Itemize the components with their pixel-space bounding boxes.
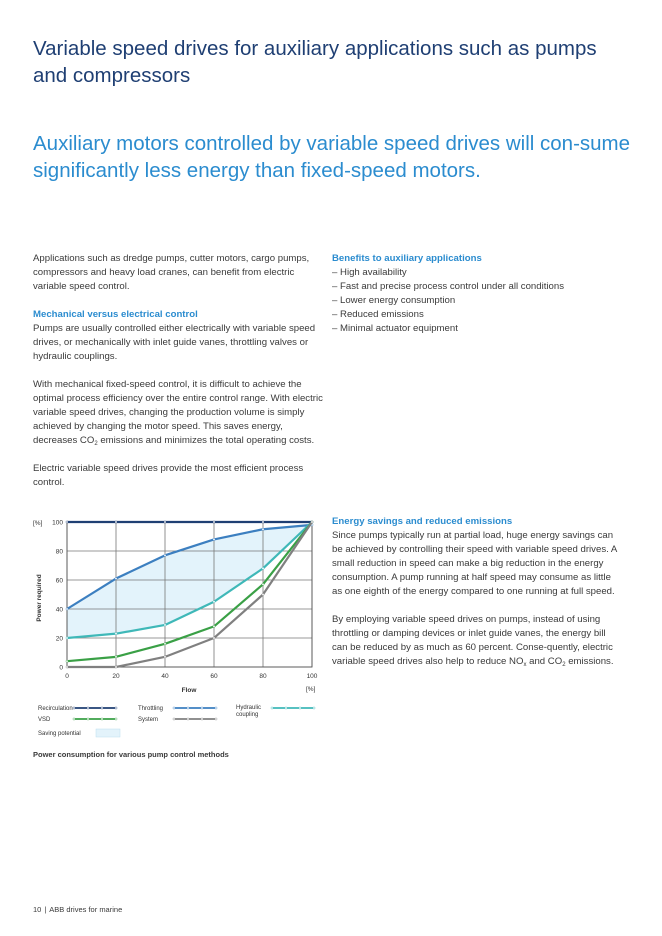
data-point-recirculation [262,521,264,523]
page-title: Variable speed drives for auxiliary applications such as pumps and compressors [33,37,597,87]
legend-marker-vsd [87,718,89,720]
savings-section [332,515,618,683]
y-tick-label: 60 [55,577,63,585]
data-point-vsd [213,625,215,627]
data-point-recirculation [115,521,117,523]
y-tick-label: 40 [55,606,63,614]
savings-paragraph-2: By employing variable speed drives on pumps, instead of using throttling or damping devices or inlet guide vanes, the energy bill can be reduced by as much as 60 percent. Conse-quently, electric variable speed drives also help to reduce $NO_x$ and $CO_2$ emissions. [332,614,614,668]
data-point-hydraulic-coupling [213,601,215,603]
mechanical-paragraph-3: Electric variable speed drives provide the most efficient process control. [33,463,304,488]
legend-marker-vsd [73,718,75,720]
y-tick-label: 100 [52,519,63,527]
data-point-recirculation [66,521,68,523]
legend-marker-recirculation [115,707,117,709]
x-tick-label: 100 [306,673,318,680]
data-point-system [115,666,117,668]
lead-statement: Auxiliary motors controlled by variable speed drives will con-sume significantly less energy than fixed-speed motors. [33,132,631,182]
mechanical-heading: Mechanical versus electrical control [33,309,198,320]
legend-marker-throttling [187,707,189,709]
legend-marker-system [201,718,203,720]
benefit-item: – Fast and precise process control under all conditions [332,280,628,294]
legend-marker-vsd [115,718,117,720]
publication-name: ABB drives for marine [49,905,123,914]
data-point-vsd [262,583,264,585]
benefit-item: – Reduced emissions [332,308,628,322]
benefits-list [332,266,628,336]
legend-label-throttling: Throttling [138,706,164,712]
savings-paragraph-1: Since pumps typically run at partial load, huge energy savings can be achieved by controlling their speed with variable speed drives. A small reduction in speed can make a big reduction in the energy consumption. A pump running at half speed may consume as little as one eighth of the energy compared to one running at full speed. [332,530,617,597]
intro-paragraph: Applications such as dredge pumps, cutter motors, cargo pumps, compressors and heavy load cranes, can benefit from electric variable speed control. [33,253,310,292]
x-tick-label: 20 [112,673,120,680]
page-number: 10 [33,905,42,914]
legend-label-recirculation: Recirculation [38,706,73,712]
legend-marker-throttling [201,707,203,709]
legend-marker-hydraulic-coupling [271,707,273,709]
legend-marker-hydraulic-coupling [299,707,301,709]
legend-marker-system [173,718,175,720]
legend-label-system: System [138,717,159,723]
y-axis-label: Power required [36,574,43,622]
legend-marker-system [187,718,189,720]
legend-marker-system [215,718,217,720]
mechanical-paragraph-1: Pumps are usually controlled either electrically with variable speed drives, or mechanically with inlet guide vanes, throttling valves or hydraulic couplings. [33,323,316,362]
data-point-throttling [164,554,166,556]
legend-marker-hydraulic-coupling [313,707,315,709]
x-tick-label: 60 [210,673,218,680]
footer-separator: | [44,905,47,914]
x-axis-label: Flow [181,687,197,694]
legend-label-saving-potential: Saving potential [38,731,81,737]
data-point-hydraulic-coupling [262,567,264,569]
benefit-item: – Lower energy consumption [332,294,628,308]
data-point-throttling [262,528,264,530]
benefits-section [332,252,628,336]
legend-marker-recirculation [87,707,89,709]
data-point-recirculation [164,521,166,523]
y-tick-label: 0 [59,664,63,672]
data-point-vsd [66,660,68,662]
data-point-vsd [115,656,117,658]
x-tick-label: 40 [161,673,169,680]
data-point-recirculation [213,521,215,523]
data-point-throttling [213,538,215,540]
legend-marker-throttling [215,707,217,709]
legend-marker-vsd [101,718,103,720]
legend-swatch-saving-potential [96,729,120,737]
power-consumption-chart [28,510,328,745]
data-point-throttling [66,608,68,610]
legend-marker-recirculation [73,707,75,709]
x-axis-unit: [%] [306,686,316,693]
data-point-vsd [164,643,166,645]
benefits-heading: Benefits to auxiliary applications [332,253,482,264]
data-point-throttling [115,577,117,579]
x-tick-label: 80 [259,673,267,680]
left-column [33,252,323,504]
y-tick-label: 20 [55,635,63,643]
chart-caption: Power consumption for various pump control methods [33,750,229,759]
data-point-hydraulic-coupling [66,637,68,639]
data-point-hydraulic-coupling [164,624,166,626]
y-axis-unit: [%] [33,520,43,527]
x-tick-label: 0 [65,673,69,680]
page-footer [33,905,122,914]
data-point-system [66,666,68,668]
legend-marker-throttling [173,707,175,709]
legend-label-hydraulic-coupling: Hydraulic coupling [236,705,262,718]
data-point-system [262,593,264,595]
mechanical-paragraph-2: With mechanical fixed-speed control, it is difficult to achieve the optimal process efficiency over the entire control range. With electric variable speed drives, changing the production volume is simply achieved by changing the motor speed. This saves energy, decreases $CO_2$ emissions and minimizes the total operating costs. [33,379,323,447]
data-point-system [311,521,313,523]
savings-heading: Energy savings and reduced emissions [332,516,513,527]
legend-marker-hydraulic-coupling [285,707,287,709]
benefit-item: – Minimal actuator equipment [332,322,628,336]
y-tick-label: 80 [55,548,63,556]
benefit-item: – High availability [332,266,628,280]
legend-label-vsd: VSD [38,717,51,723]
data-point-system [164,656,166,658]
data-point-system [213,637,215,639]
data-point-hydraulic-coupling [115,633,117,635]
legend-marker-recirculation [101,707,103,709]
